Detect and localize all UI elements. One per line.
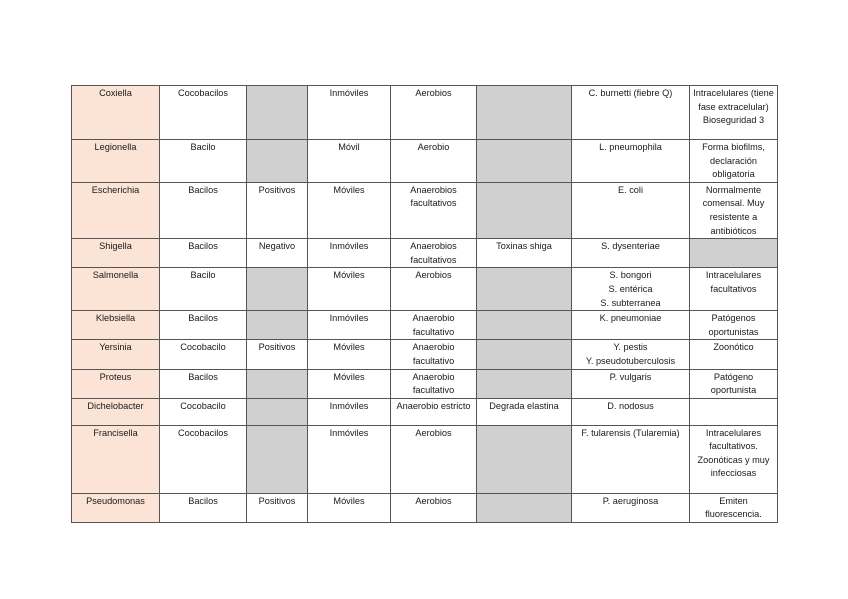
toxin-cell xyxy=(477,425,572,493)
motility-cell: Móviles xyxy=(308,493,391,522)
table-row xyxy=(72,340,778,369)
morphology-cell: Bacilos xyxy=(160,239,247,268)
genus-cell: Pseudomonas xyxy=(72,493,160,522)
species-cell: S. bongori S. entérica S. subterranea xyxy=(572,268,690,311)
toxin-cell xyxy=(477,182,572,238)
table-row xyxy=(72,268,778,311)
notes-cell: Intracelulares facultativos xyxy=(690,268,778,311)
notes-cell: Intracelulares facultativos. Zoonóticas y muy infecciosas xyxy=(690,425,778,493)
oxygen-cell: Anaerobios facultativos xyxy=(391,182,477,238)
table-row xyxy=(72,425,778,493)
species-cell: S. dysenteriae xyxy=(572,239,690,268)
oxygen-cell: Anaerobio facultativo xyxy=(391,340,477,369)
table-row xyxy=(72,311,778,340)
notes-cell: Forma biofilms, declaración obligatoria xyxy=(690,140,778,183)
species-cell: L. pneumophila xyxy=(572,140,690,183)
toxin-cell: Degrada elastina xyxy=(477,398,572,425)
toxin-cell: Toxinas shiga xyxy=(477,239,572,268)
motility-cell: Inmóviles xyxy=(308,311,391,340)
motility-cell: Móviles xyxy=(308,268,391,311)
morphology-cell: Cocobacilos xyxy=(160,86,247,140)
oxygen-cell: Aerobios xyxy=(391,493,477,522)
table-row xyxy=(72,182,778,238)
table-row xyxy=(72,493,778,522)
gram-cell xyxy=(247,398,308,425)
genus-cell: Yersinia xyxy=(72,340,160,369)
genus-cell: Shigella xyxy=(72,239,160,268)
toxin-cell xyxy=(477,311,572,340)
oxygen-cell: Aerobios xyxy=(391,86,477,140)
species-cell: C. burnetti (fiebre Q) xyxy=(572,86,690,140)
genus-cell: Salmonella xyxy=(72,268,160,311)
gram-cell xyxy=(247,425,308,493)
gram-cell xyxy=(247,86,308,140)
species-cell: K. pneumoniae xyxy=(572,311,690,340)
morphology-cell: Bacilos xyxy=(160,493,247,522)
genus-cell: Coxiella xyxy=(72,86,160,140)
genus-cell: Escherichia xyxy=(72,182,160,238)
motility-cell: Móviles xyxy=(308,182,391,238)
notes-cell: Intracelulares (tiene fase extracelular) Bioseguridad 3 xyxy=(690,86,778,140)
toxin-cell xyxy=(477,140,572,183)
table-row xyxy=(72,398,778,425)
table-row xyxy=(72,140,778,183)
table-body xyxy=(72,86,778,523)
oxygen-cell: Anaerobios facultativos xyxy=(391,239,477,268)
table-row xyxy=(72,86,778,140)
morphology-cell: Bacilo xyxy=(160,140,247,183)
motility-cell: Inmóviles xyxy=(308,86,391,140)
notes-cell: Zoonótico xyxy=(690,340,778,369)
gram-cell: Positivos xyxy=(247,493,308,522)
gram-cell: Positivos xyxy=(247,340,308,369)
gram-cell xyxy=(247,140,308,183)
motility-cell: Móvil xyxy=(308,140,391,183)
notes-cell: Patógenos oportunistas xyxy=(690,311,778,340)
gram-cell: Negativo xyxy=(247,239,308,268)
motility-cell: Inmóviles xyxy=(308,398,391,425)
table-row xyxy=(72,239,778,268)
species-cell: F. tularensis (Tularemia) xyxy=(572,425,690,493)
bacteria-table xyxy=(71,85,778,523)
genus-cell: Proteus xyxy=(72,369,160,398)
morphology-cell: Bacilos xyxy=(160,369,247,398)
notes-cell: Emiten fluorescencia. xyxy=(690,493,778,522)
genus-cell: Francisella xyxy=(72,425,160,493)
toxin-cell xyxy=(477,340,572,369)
genus-cell: Dichelobacter xyxy=(72,398,160,425)
species-cell: Y. pestis Y. pseudotuberculosis xyxy=(572,340,690,369)
toxin-cell xyxy=(477,493,572,522)
morphology-cell: Bacilo xyxy=(160,268,247,311)
morphology-cell: Cocobacilo xyxy=(160,398,247,425)
oxygen-cell: Anaerobio estricto xyxy=(391,398,477,425)
oxygen-cell: Anaerobio facultativo xyxy=(391,311,477,340)
motility-cell: Móviles xyxy=(308,369,391,398)
morphology-cell: Bacilos xyxy=(160,182,247,238)
genus-cell: Legionella xyxy=(72,140,160,183)
genus-cell: Klebsiella xyxy=(72,311,160,340)
notes-cell: Patógeno oportunista xyxy=(690,369,778,398)
species-cell: E. coli xyxy=(572,182,690,238)
notes-cell: Normalmente comensal. Muy resistente a antibióticos xyxy=(690,182,778,238)
motility-cell: Inmóviles xyxy=(308,239,391,268)
oxygen-cell: Aerobios xyxy=(391,425,477,493)
species-cell: D. nodosus xyxy=(572,398,690,425)
morphology-cell: Bacilos xyxy=(160,311,247,340)
notes-cell xyxy=(690,398,778,425)
toxin-cell xyxy=(477,268,572,311)
oxygen-cell: Aerobio xyxy=(391,140,477,183)
gram-cell: Positivos xyxy=(247,182,308,238)
toxin-cell xyxy=(477,369,572,398)
morphology-cell: Cocobacilos xyxy=(160,425,247,493)
gram-cell xyxy=(247,268,308,311)
species-cell: P. aeruginosa xyxy=(572,493,690,522)
motility-cell: Móviles xyxy=(308,340,391,369)
gram-cell xyxy=(247,369,308,398)
species-cell: P. vulgaris xyxy=(572,369,690,398)
oxygen-cell: Anaerobio facultativo xyxy=(391,369,477,398)
gram-cell xyxy=(247,311,308,340)
notes-cell xyxy=(690,239,778,268)
table-row xyxy=(72,369,778,398)
toxin-cell xyxy=(477,86,572,140)
morphology-cell: Cocobacilo xyxy=(160,340,247,369)
oxygen-cell: Aerobios xyxy=(391,268,477,311)
motility-cell: Inmóviles xyxy=(308,425,391,493)
